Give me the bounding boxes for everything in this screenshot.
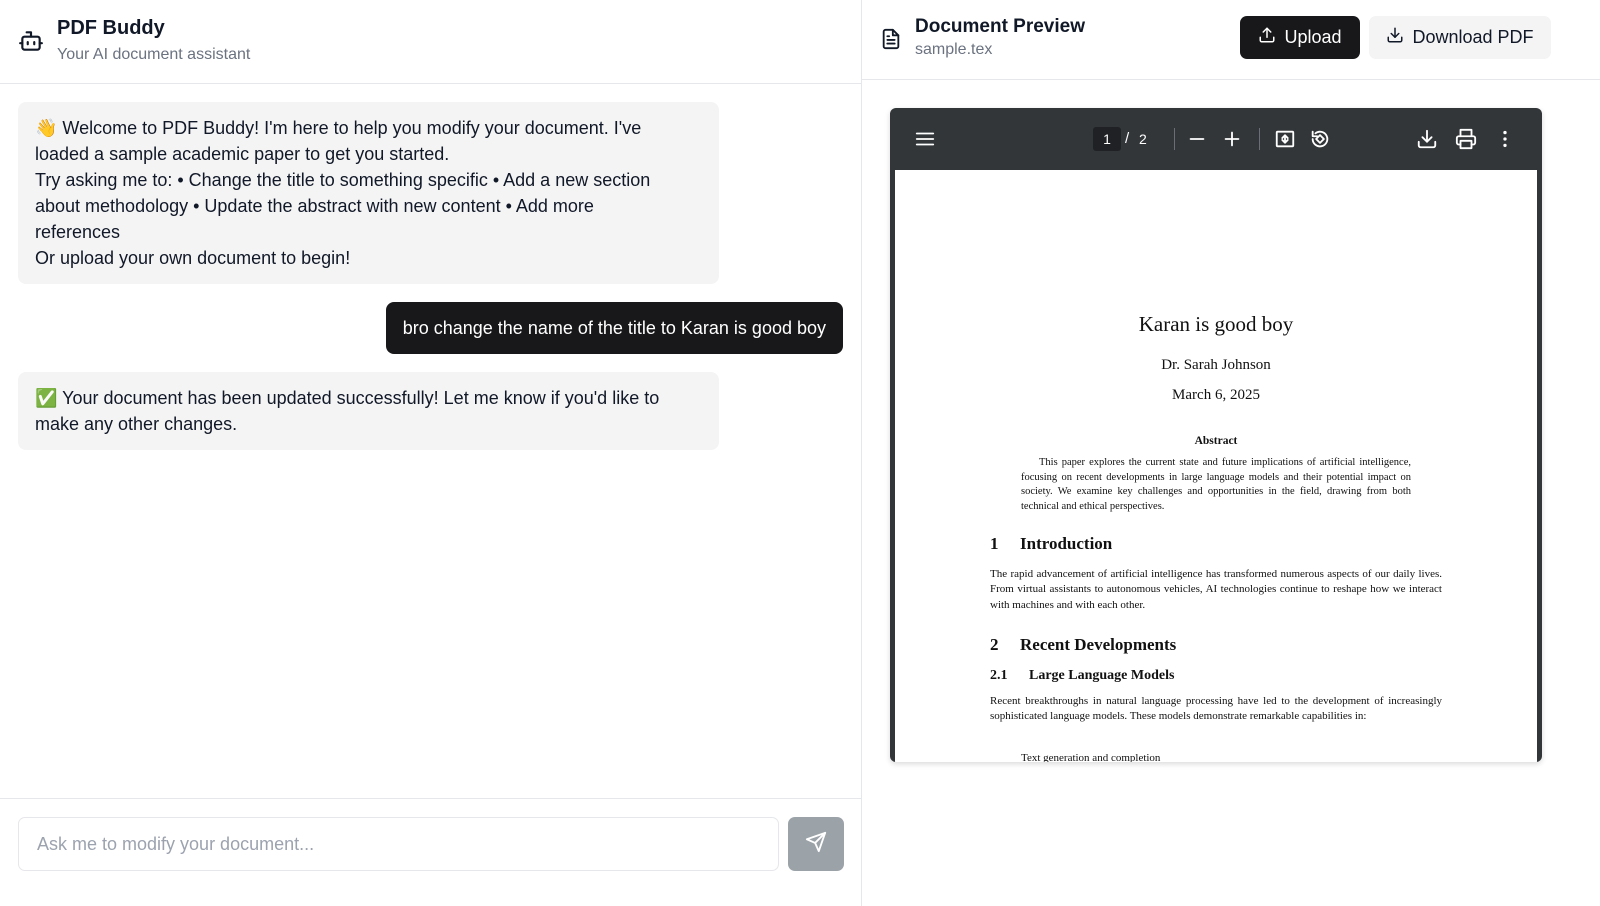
abstract-heading: Abstract — [1194, 435, 1238, 447]
message-text: bro change the name of the title to Karan is good boy — [402, 318, 826, 338]
page-total: 2 — [1139, 131, 1147, 147]
zoom-out-icon[interactable] — [1186, 128, 1208, 150]
document-author: Dr. Sarah Johnson — [1161, 357, 1271, 373]
document-date: March 6, 2025 — [1172, 387, 1260, 403]
upload-icon — [1258, 26, 1276, 49]
message-line: Or upload your own document to begin! — [35, 248, 351, 268]
page-number-input[interactable]: 1 — [1093, 127, 1121, 151]
zoom-in-icon[interactable] — [1221, 128, 1243, 150]
preview-title: Document Preview — [915, 16, 1085, 37]
upload-button[interactable] — [1240, 16, 1360, 59]
pdf-page — [895, 170, 1537, 762]
message-line: references — [35, 222, 121, 242]
preview-header — [862, 0, 1600, 80]
subsection-heading — [990, 668, 1174, 684]
download-label: Download PDF — [1412, 27, 1534, 47]
app-title: PDF Buddy — [57, 17, 165, 39]
section-heading — [990, 534, 1112, 554]
section-number: 1 — [990, 534, 999, 553]
more-vertical-icon[interactable] — [1494, 128, 1516, 150]
message-line: ✅ Your document has been updated successfully! Let me know if you'd like to — [35, 388, 660, 408]
document-icon — [880, 27, 902, 51]
app-subtitle: Your AI document assistant — [57, 46, 251, 63]
subsection-body: Recent breakthroughs in natural language processing have led to the development of increasingly sophisticated language models. These models demonstrate remarkable capabilities in: — [990, 695, 1442, 723]
message-line: about methodology • Update the abstract with new content • Add more — [35, 196, 594, 216]
send-button[interactable] — [788, 817, 844, 871]
send-icon — [805, 831, 827, 858]
section-body: The rapid advancement of artificial intelligence has transformed numerous aspects of our daily lives. From virtual assistants to autonomous vehicles, AI technologies continue to reshape how we interact with machines and with each other. — [990, 568, 1442, 611]
chat-input[interactable] — [18, 817, 779, 871]
pdf-toolbar — [890, 108, 1542, 170]
section-heading — [990, 635, 1176, 655]
message-line: make any other changes. — [35, 414, 238, 434]
rotate-icon[interactable] — [1309, 128, 1331, 150]
section-title: Recent Developments — [1020, 635, 1177, 654]
chat-composer — [0, 798, 862, 906]
page-separator: / — [1125, 130, 1130, 147]
menu-icon[interactable] — [914, 128, 936, 150]
bot-icon — [18, 28, 44, 54]
subsection-title: Large Language Models — [1029, 668, 1175, 683]
document-title: Karan is good boy — [1138, 312, 1294, 336]
subsection-number: 2.1 — [990, 668, 1008, 683]
pdf-viewer — [890, 108, 1542, 762]
abstract-text: This paper explores the current state and future implications of artificial intelligence, focusing on recent developments in large language models and their potential impact on society. We examine key challenges and opportunities in the field, drawing from both technical and ethical perspectives. — [1021, 457, 1411, 512]
download-pdf-button[interactable] — [1369, 16, 1551, 59]
preview-filename: sample.tex — [915, 41, 993, 58]
assistant-message — [18, 372, 719, 450]
toolbar-divider — [1174, 128, 1175, 150]
upload-label: Upload — [1284, 27, 1342, 47]
user-message — [386, 302, 843, 354]
assistant-message — [18, 102, 719, 284]
download-icon[interactable] — [1416, 128, 1438, 150]
fit-page-icon[interactable] — [1274, 128, 1296, 150]
section-number: 2 — [990, 635, 999, 654]
message-line: 👋 Welcome to PDF Buddy! I'm here to help you modify your document. I've — [35, 118, 642, 138]
toolbar-divider — [1259, 128, 1260, 150]
section-title: Introduction — [1020, 534, 1113, 553]
download-icon — [1386, 26, 1404, 49]
list-item: Text generation and completion — [1021, 752, 1161, 762]
message-line: Try asking me to: • Change the title to something specific • Add a new section — [35, 170, 651, 190]
message-line: loaded a sample academic paper to get you started. — [35, 144, 450, 164]
chat-header — [0, 0, 862, 84]
preview-panel — [862, 0, 1600, 906]
print-icon[interactable] — [1455, 128, 1477, 150]
